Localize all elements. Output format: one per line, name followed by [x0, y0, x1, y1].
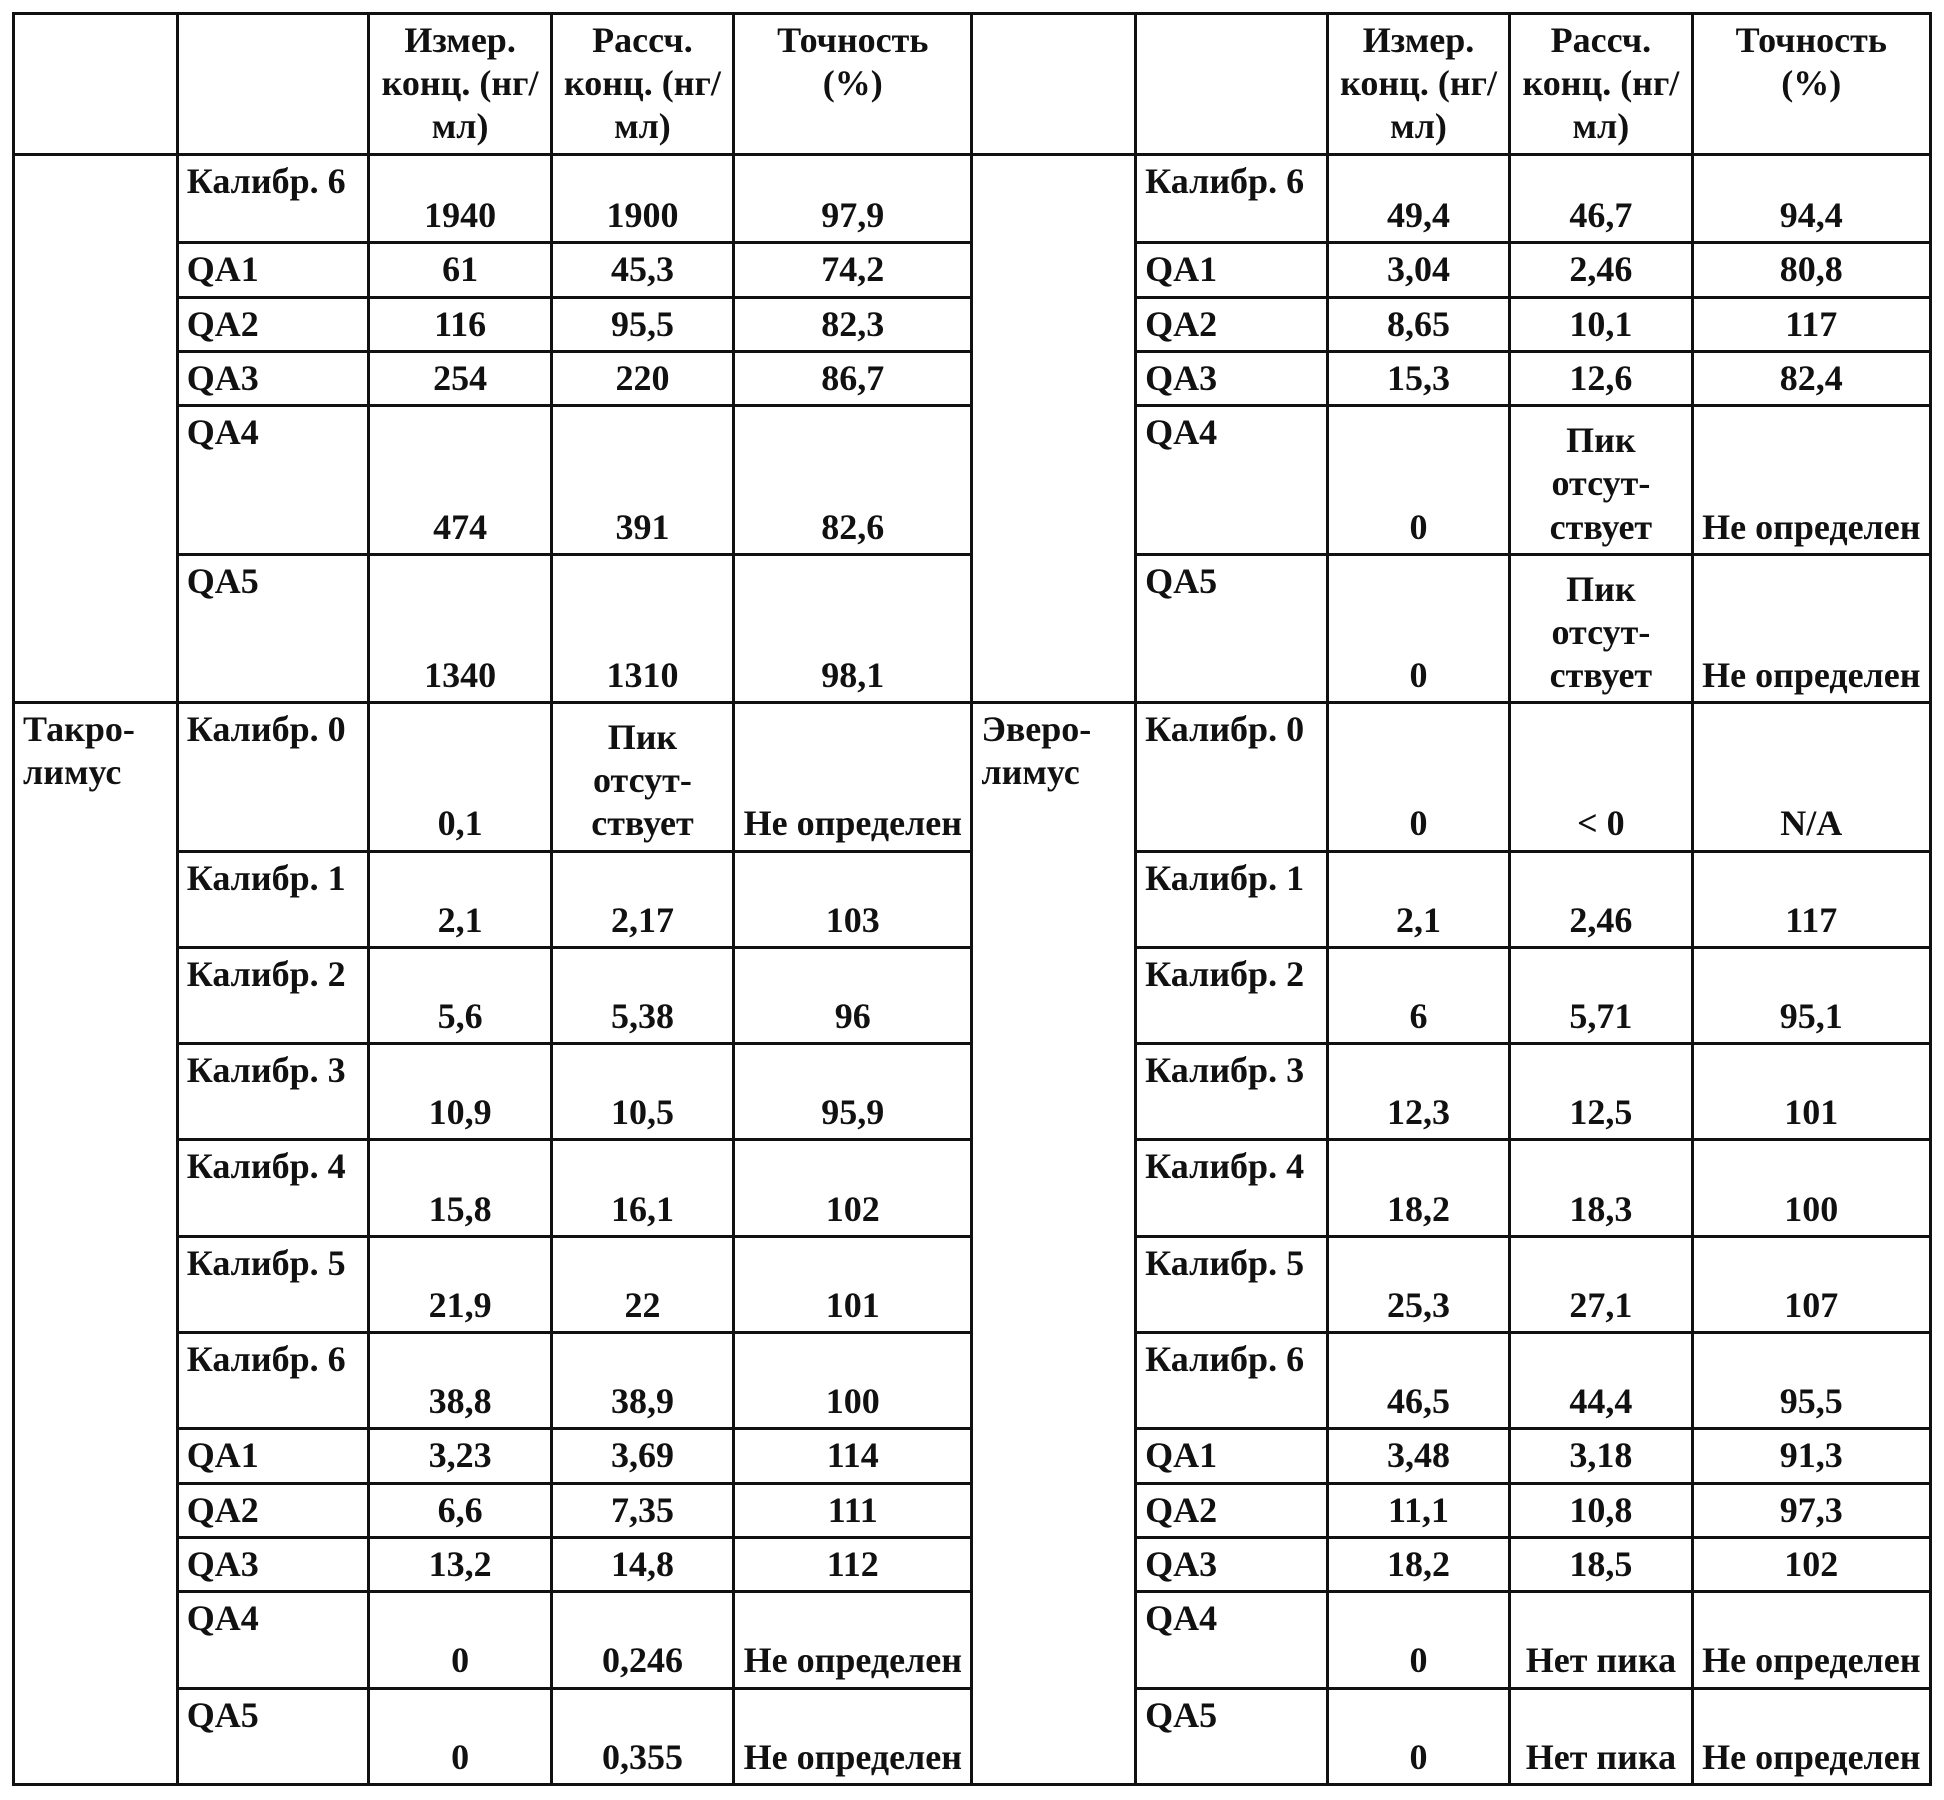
accuracy-value: 101: [734, 1236, 972, 1332]
sample-label: QA5: [177, 554, 369, 702]
accuracy-value: Не определен: [1692, 406, 1930, 554]
measured-value: 13,2: [369, 1537, 551, 1591]
measured-value: 0: [1327, 554, 1509, 702]
measured-value: 3,23: [369, 1429, 551, 1483]
measured-value: 2,1: [369, 851, 551, 947]
accuracy-value: 82,3: [734, 297, 972, 351]
measured-value: 0,1: [369, 703, 551, 851]
empty-drug-cell: [14, 154, 178, 702]
sample-label: Калибр. 6: [1136, 1332, 1328, 1428]
sample-label: Калибр. 0: [1136, 703, 1328, 851]
sample-label: QA4: [177, 406, 369, 554]
calculated-value: 391: [551, 406, 733, 554]
accuracy-value: 102: [1692, 1537, 1930, 1591]
calculated-value: 5,71: [1510, 947, 1692, 1043]
accuracy-value: 102: [734, 1140, 972, 1236]
accuracy-value: 98,1: [734, 554, 972, 702]
accuracy-value: 103: [734, 851, 972, 947]
calculated-value: Нет пика: [1510, 1688, 1692, 1784]
measured-value: 0: [1327, 703, 1509, 851]
header-accuracy: Точность (%): [1692, 14, 1930, 155]
measured-value: 0: [369, 1688, 551, 1784]
accuracy-value: 95,9: [734, 1044, 972, 1140]
calculated-value: 3,69: [551, 1429, 733, 1483]
sample-label: QA4: [1136, 1592, 1328, 1688]
header-measured: Измер. конц. (нг/мл): [1327, 14, 1509, 155]
sample-label: QA3: [1136, 1537, 1328, 1591]
measured-value: 116: [369, 297, 551, 351]
sample-label: Калибр. 6: [177, 1332, 369, 1428]
sample-label: QA3: [1136, 351, 1328, 405]
measured-value: 18,2: [1327, 1140, 1509, 1236]
measured-value: 0: [369, 1592, 551, 1688]
calculated-value: 95,5: [551, 297, 733, 351]
sample-label: QA1: [177, 243, 369, 297]
accuracy-value: 80,8: [1692, 243, 1930, 297]
measured-value: 8,65: [1327, 297, 1509, 351]
calculated-value: 7,35: [551, 1483, 733, 1537]
accuracy-value: Не определен: [1692, 1592, 1930, 1688]
calculated-value: 22: [551, 1236, 733, 1332]
sample-label: QA1: [1136, 1429, 1328, 1483]
accuracy-value: Не определен: [734, 1688, 972, 1784]
calculated-value: 2,46: [1510, 243, 1692, 297]
accuracy-value: 96: [734, 947, 972, 1043]
accuracy-value: 94,4: [1692, 154, 1930, 242]
accuracy-value: 112: [734, 1537, 972, 1591]
accuracy-value: 111: [734, 1483, 972, 1537]
measured-value: 2,1: [1327, 851, 1509, 947]
sample-label: Калибр. 2: [1136, 947, 1328, 1043]
header-empty-cell: [14, 14, 178, 155]
sample-label: QA5: [1136, 1688, 1328, 1784]
calculated-value: 0,246: [551, 1592, 733, 1688]
calculated-value: 12,5: [1510, 1044, 1692, 1140]
calculated-value: Пик отсут-ствует: [551, 703, 733, 851]
accuracy-value: 82,6: [734, 406, 972, 554]
accuracy-value: Не определен: [734, 703, 972, 851]
measured-value: 254: [369, 351, 551, 405]
sample-label: QA4: [177, 1592, 369, 1688]
accuracy-value: 91,3: [1692, 1429, 1930, 1483]
accuracy-value: 74,2: [734, 243, 972, 297]
calculated-value: 220: [551, 351, 733, 405]
calculated-value: 45,3: [551, 243, 733, 297]
header-measured: Измер. конц. (нг/мл): [369, 14, 551, 155]
results-table-container: [12, 12, 1932, 1786]
table-row: [14, 703, 1931, 851]
accuracy-value: 107: [1692, 1236, 1930, 1332]
sample-label: QA5: [177, 1688, 369, 1784]
accuracy-value: 100: [1692, 1140, 1930, 1236]
accuracy-value: 117: [1692, 297, 1930, 351]
sample-label: Калибр. 4: [1136, 1140, 1328, 1236]
calculated-value: 18,5: [1510, 1537, 1692, 1591]
calculated-value: 2,17: [551, 851, 733, 947]
header-accuracy: Точность (%): [734, 14, 972, 155]
drug-name: Эверо-лимус: [972, 703, 1136, 1785]
measured-value: 49,4: [1327, 154, 1509, 242]
measured-value: 46,5: [1327, 1332, 1509, 1428]
accuracy-value: 95,1: [1692, 947, 1930, 1043]
measured-value: 0: [1327, 1592, 1509, 1688]
calculated-value: Нет пика: [1510, 1592, 1692, 1688]
calculated-value: 1900: [551, 154, 733, 242]
accuracy-value: Не определен: [1692, 1688, 1930, 1784]
measured-value: 1940: [369, 154, 551, 242]
sample-label: Калибр. 6: [177, 154, 369, 242]
measured-value: 21,9: [369, 1236, 551, 1332]
measured-value: 0: [1327, 406, 1509, 554]
sample-label: Калибр. 6: [1136, 154, 1328, 242]
drug-name: Такро-лимус: [14, 703, 178, 1785]
calculated-value: 27,1: [1510, 1236, 1692, 1332]
sample-label: Калибр. 3: [1136, 1044, 1328, 1140]
sample-label: QA4: [1136, 406, 1328, 554]
sample-label: Калибр. 3: [177, 1044, 369, 1140]
calculated-value: Пик отсут-ствует: [1510, 406, 1692, 554]
measured-value: 0: [1327, 1688, 1509, 1784]
calculated-value: 44,4: [1510, 1332, 1692, 1428]
accuracy-value: 97,9: [734, 154, 972, 242]
header-empty-cell: [972, 14, 1136, 155]
measured-value: 38,8: [369, 1332, 551, 1428]
header-empty-cell: [1136, 14, 1328, 155]
sample-label: QA3: [177, 351, 369, 405]
sample-label: QA2: [177, 297, 369, 351]
accuracy-value: Не определен: [1692, 554, 1930, 702]
sample-label: Калибр. 4: [177, 1140, 369, 1236]
measured-value: 25,3: [1327, 1236, 1509, 1332]
header-row: [14, 14, 1931, 155]
measured-value: 1340: [369, 554, 551, 702]
measured-value: 6,6: [369, 1483, 551, 1537]
calculated-value: 12,6: [1510, 351, 1692, 405]
calculated-value: 14,8: [551, 1537, 733, 1591]
measured-value: 15,3: [1327, 351, 1509, 405]
accuracy-value: 114: [734, 1429, 972, 1483]
calculated-value: 5,38: [551, 947, 733, 1043]
calculated-value: 46,7: [1510, 154, 1692, 242]
calculated-value: 10,5: [551, 1044, 733, 1140]
calculated-value: 38,9: [551, 1332, 733, 1428]
header-empty-cell: [177, 14, 369, 155]
measured-value: 6: [1327, 947, 1509, 1043]
sample-label: QA2: [1136, 1483, 1328, 1537]
measured-value: 18,2: [1327, 1537, 1509, 1591]
measured-value: 15,8: [369, 1140, 551, 1236]
header-calculated: Рассч. конц. (нг/мл): [1510, 14, 1692, 155]
sample-label: QA1: [1136, 243, 1328, 297]
accuracy-value: 100: [734, 1332, 972, 1428]
calculated-value: 18,3: [1510, 1140, 1692, 1236]
accuracy-value: 95,5: [1692, 1332, 1930, 1428]
accuracy-value: N/A: [1692, 703, 1930, 851]
table-row: [14, 154, 1931, 242]
sample-label: Калибр. 1: [177, 851, 369, 947]
accuracy-value: 101: [1692, 1044, 1930, 1140]
results-table: [12, 12, 1932, 1786]
measured-value: 3,04: [1327, 243, 1509, 297]
measured-value: 3,48: [1327, 1429, 1509, 1483]
header-calculated: Рассч. конц. (нг/мл): [551, 14, 733, 155]
measured-value: 474: [369, 406, 551, 554]
accuracy-value: 117: [1692, 851, 1930, 947]
sample-label: QA2: [177, 1483, 369, 1537]
calculated-value: Пик отсут-ствует: [1510, 554, 1692, 702]
calculated-value: < 0: [1510, 703, 1692, 851]
measured-value: 61: [369, 243, 551, 297]
sample-label: Калибр. 5: [1136, 1236, 1328, 1332]
calculated-value: 2,46: [1510, 851, 1692, 947]
empty-drug-cell: [972, 154, 1136, 702]
sample-label: QA5: [1136, 554, 1328, 702]
measured-value: 11,1: [1327, 1483, 1509, 1537]
sample-label: Калибр. 5: [177, 1236, 369, 1332]
calculated-value: 1310: [551, 554, 733, 702]
measured-value: 10,9: [369, 1044, 551, 1140]
sample-label: Калибр. 0: [177, 703, 369, 851]
calculated-value: 10,1: [1510, 297, 1692, 351]
measured-value: 12,3: [1327, 1044, 1509, 1140]
sample-label: Калибр. 2: [177, 947, 369, 1043]
sample-label: QA1: [177, 1429, 369, 1483]
accuracy-value: 86,7: [734, 351, 972, 405]
accuracy-value: 82,4: [1692, 351, 1930, 405]
measured-value: 5,6: [369, 947, 551, 1043]
sample-label: QA2: [1136, 297, 1328, 351]
calculated-value: 10,8: [1510, 1483, 1692, 1537]
calculated-value: 3,18: [1510, 1429, 1692, 1483]
accuracy-value: Не определен: [734, 1592, 972, 1688]
sample-label: Калибр. 1: [1136, 851, 1328, 947]
calculated-value: 0,355: [551, 1688, 733, 1784]
calculated-value: 16,1: [551, 1140, 733, 1236]
sample-label: QA3: [177, 1537, 369, 1591]
accuracy-value: 97,3: [1692, 1483, 1930, 1537]
